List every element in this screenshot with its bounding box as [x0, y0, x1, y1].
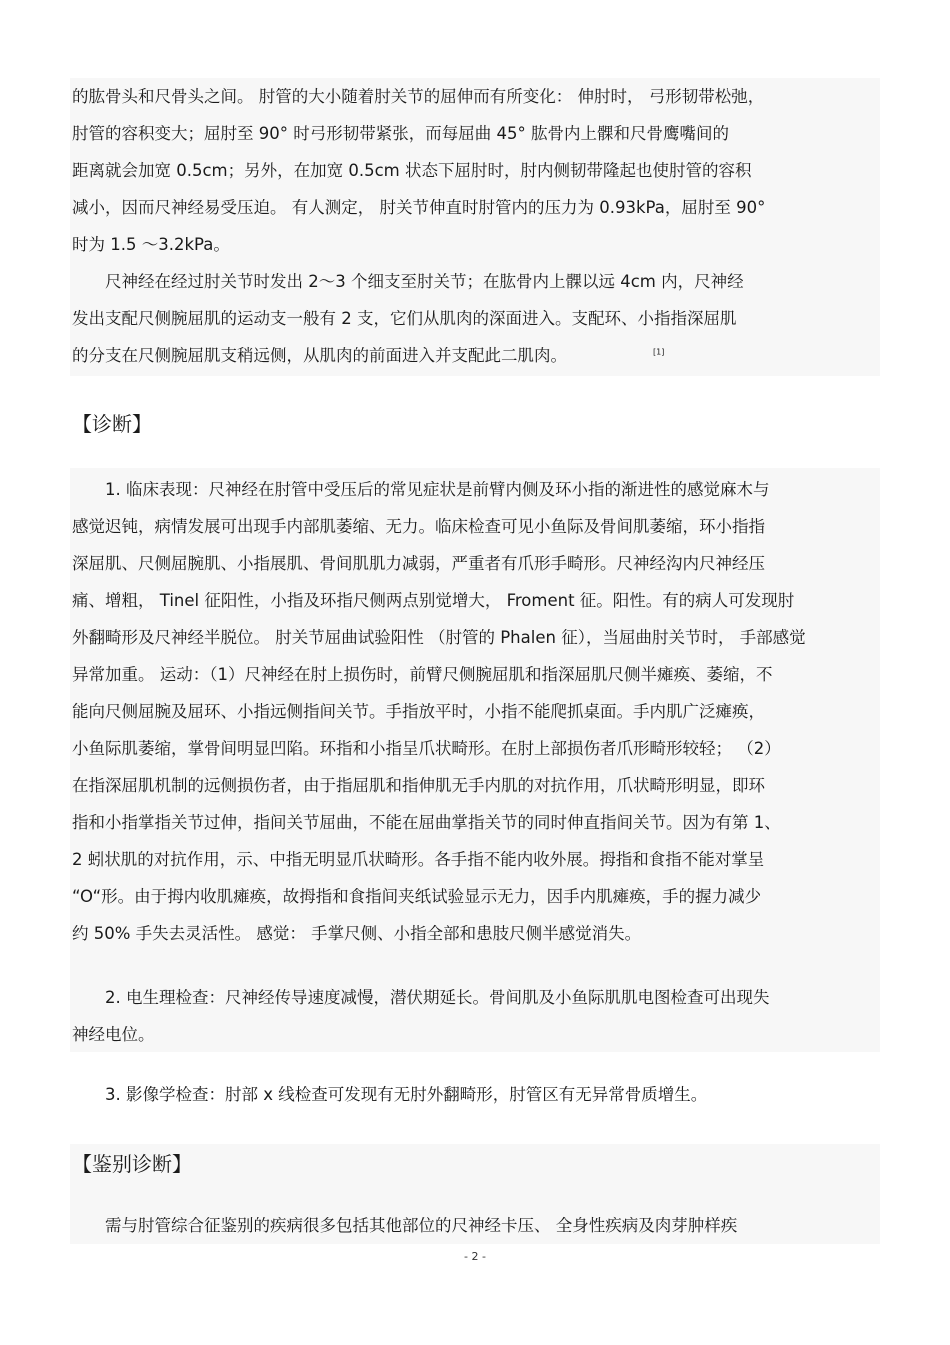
- text-line: 外翻畸形及尺神经半脱位。 肘关节屈曲试验阳性 （肘管的 Phalen 征），当屈曲肘关节时， 手部感觉: [72, 628, 806, 647]
- text-line: 时为 1.5 ～3.2kPa。: [72, 235, 230, 254]
- text-line: 能向尺侧屈腕及屈环、小指远侧指间关节。手指放平时，小指不能爬抓桌面。手内肌广泛瘫痪，: [72, 702, 765, 721]
- text-line: 尺神经在经过肘关节时发出 2～3 个细支至肘关节；在肱骨内上髁以远 4cm 内，尺神经: [72, 272, 744, 291]
- text-line: 小鱼际肌萎缩，掌骨间明显凹陷。环指和小指呈爪状畸形。在肘上部损伤者爪形畸形较轻； （2）: [72, 739, 781, 758]
- diagnosis-heading: 【诊断】: [72, 412, 152, 436]
- text-line: 发出支配尺侧腕屈肌的运动支一般有 2 支，它们从肌肉的深面进入。支配环、小指指深屈肌: [72, 309, 737, 328]
- electro-paragraph: [72, 979, 880, 1053]
- text-line: “O“形。由于拇内收肌瘫痪，故拇指和食指间夹纸试验显示无力，因手内肌瘫痪，手的握力减少: [72, 887, 762, 906]
- text-line: 约 50% 手失去灵活性。 感觉： 手掌尺侧、小指全部和患肢尺侧半感觉消失。: [72, 924, 642, 943]
- reference-marker: [1]: [653, 347, 665, 357]
- text-line: 的肱骨头和尺骨头之间。 肘管的大小随着肘关节的屈伸而有所变化： 伸肘时， 弓形韧带松弛，: [72, 87, 765, 106]
- text-line: 深屈肌、尺侧屈腕肌、小指展肌、骨间肌肌力减弱，严重者有爪形手畸形。尺神经沟内尺神经压: [72, 554, 765, 573]
- text-line: 2. 电生理检查：尺神经传导速度减慢，潜伏期延长。骨间肌及小鱼际肌肌电图检查可出现失: [72, 988, 770, 1007]
- text-line: 在指深屈肌机制的远侧损伤者，由于指屈肌和指伸肌无手内肌的对抗作用，爪状畸形明显，即环: [72, 776, 765, 795]
- text-line: [72, 337, 880, 374]
- differential-paragraph: [72, 1207, 880, 1244]
- text-line: 异常加重。 运动：（1）尺神经在肘上损伤时，前臂尺侧腕屈肌和指深屈肌尺侧半瘫痪、萎缩，不: [72, 665, 773, 684]
- text-line: 减小，因而尺神经易受压迫。 有人测定， 肘关节伸直时肘管内的压力为 0.93kPa，屈肘至 90°: [72, 198, 766, 217]
- text-line: 痛、增粗， Tinel 征阳性，小指及环指尺侧两点别觉增大， Froment 征。阳性。有的病人可发现肘: [72, 591, 795, 610]
- clinical-paragraph: [72, 471, 880, 952]
- text-line: 需与肘管综合征鉴别的疾病很多包括其他部位的尺神经卡压、 全身性疾病及肉芽肿样疾: [72, 1216, 738, 1235]
- text-line: 感觉迟钝，病情发展可出现手内部肌萎缩、无力。临床检查可见小鱼际及骨间肌萎缩，环小指指: [72, 517, 765, 536]
- text-line: 神经电位。: [72, 1025, 155, 1044]
- text-line: 3. 影像学检查：肘部 x 线检查可发现有无肘外翻畸形，肘管区有无异常骨质增生。: [72, 1085, 708, 1104]
- text-line: 1. 临床表现：尺神经在肘管中受压后的常见症状是前臂内侧及环小指的渐进性的感觉麻木与: [72, 480, 770, 499]
- text-line: 2 蚓状肌的对抗作用，示、中指无明显爪状畸形。各手指不能内收外展。拇指和食指不能对掌呈: [72, 850, 765, 869]
- text-line: 指和小指掌指关节过伸，指间关节屈曲，不能在屈曲掌指关节的同时伸直指间关节。因为有第 1、: [72, 813, 781, 832]
- text-line: 肘管的容积变大；屈肘至 90° 时弓形韧带紧张，而每屈曲 45° 肱骨内上髁和尺骨鹰嘴间的: [72, 124, 729, 143]
- differential-heading: 【鉴别诊断】: [72, 1152, 192, 1176]
- anatomy-paragraph: [72, 78, 880, 374]
- imaging-paragraph: [72, 1076, 880, 1113]
- line-text: 的分支在尺侧腕屈肌支稍远侧，从肌肉的前面进入并支配此二肌肉。: [72, 346, 567, 365]
- text-line: 距离就会加宽 0.5cm；另外，在加宽 0.5cm 状态下屈肘时，肘内侧韧带隆起也使肘管的容积: [72, 161, 752, 180]
- page-number: - 2 -: [464, 1250, 486, 1263]
